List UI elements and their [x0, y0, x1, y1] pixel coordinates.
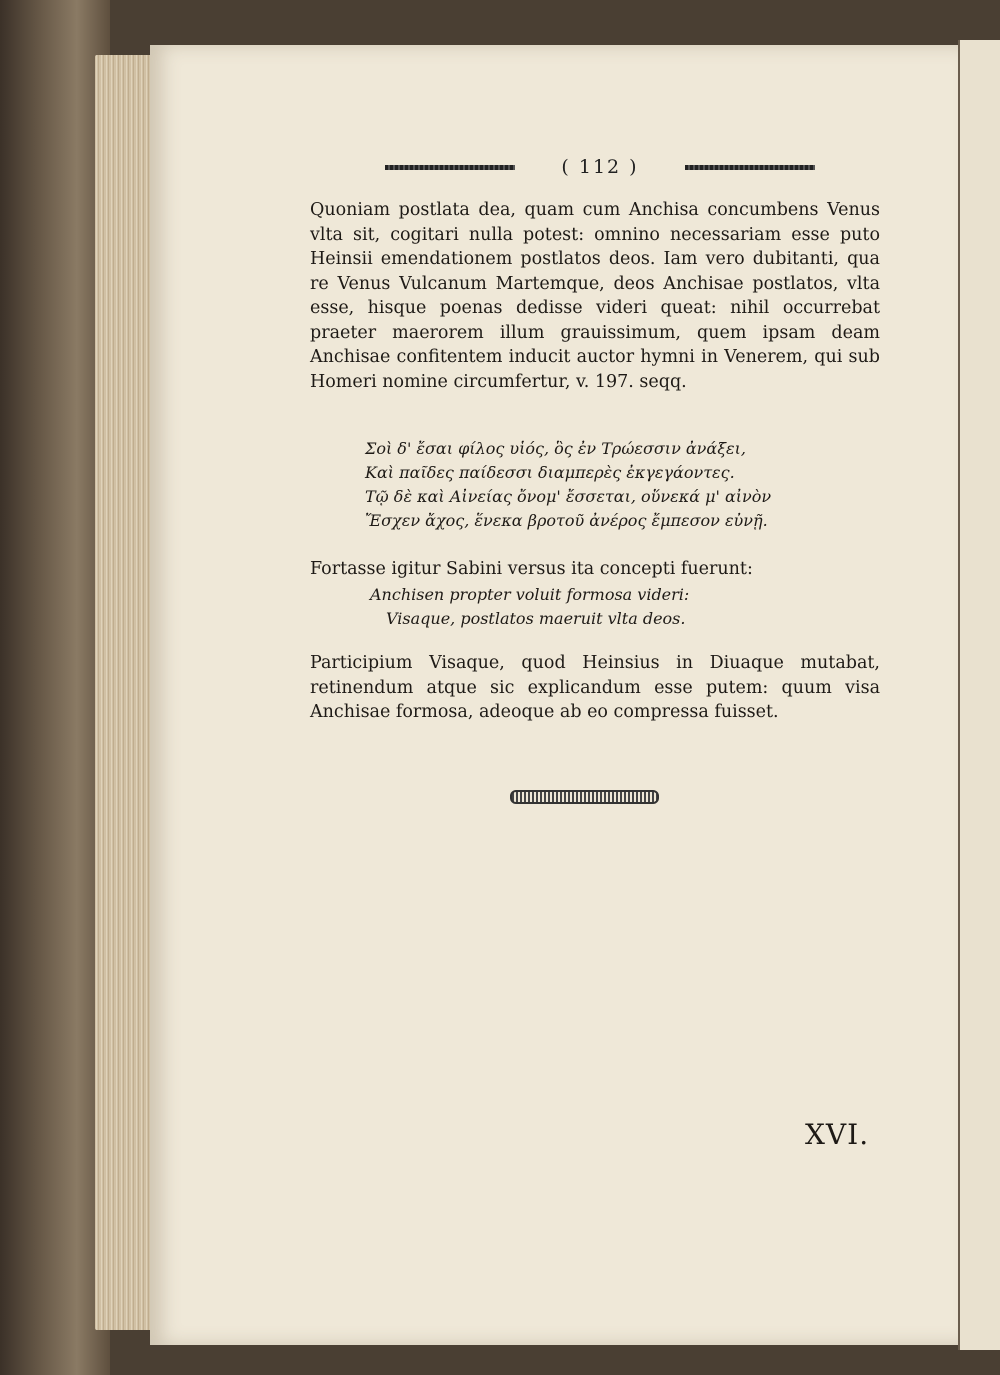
page-number: ( 112 ) [561, 156, 639, 178]
verse-line: Visaque, postlatos maeruit vlta deos. [386, 609, 686, 628]
verse-line: Anchisen propter voluit formosa videri: [370, 585, 690, 604]
facing-page-edge [958, 40, 1000, 1350]
catchword: XVI. [805, 1118, 870, 1151]
greek-line: Καὶ παῖδες παίδεσσι διαμπερὲς ἐκγεγάοντες. [365, 463, 735, 482]
paragraph-1: Quoniam postlata dea, quam cum Anchisa concumbens Venus vlta sit, cogitari nulla potest: omnino necessariam esse puto Heinsii emendationem postlatos deos. Iam vero dubitanti, qua re Venus Vulcanum Martemque, deos Anchisae postlatos, vlta esse, hisque poenas dedisse videri queat: nihil occurrebat praeter maerorem illum grauissimum, quem ipsam deam Anchisae confitentem inducit auctor hymni in Venerem, qui sub Homeri nomine circumfertur, v. 197. seqq. [310, 200, 880, 392]
paragraph-2: Fortasse igitur Sabini versus ita concepti fuerunt: [310, 559, 753, 579]
greek-line: Τῷ δὲ καὶ Αἰνείας ὄνομ' ἔσσεται, οὕνεκά μ' αἰνὸν [365, 487, 772, 506]
latin-verse [370, 583, 830, 631]
book-binding [0, 0, 110, 1375]
page-header [385, 155, 815, 179]
end-ornament [510, 790, 659, 804]
header-rule-left [385, 165, 515, 170]
header-rule-right [685, 165, 815, 170]
greek-quotation [365, 437, 885, 533]
greek-line: Ἔσχεν ἄχος, ἕνεκα βροτοῦ ἀνέρος ἔμπεσον εὐνῇ. [365, 511, 768, 530]
paragraph-3: Participium Visaque, quod Heinsius in Diuaque mutabat, retinendum atque sic explicandum esse putem: quum visa Anchisae formosa, adeoque ab eo compressa fuisset. [310, 653, 880, 722]
greek-line: Σοὶ δ' ἔσαι φίλος υἱός, ὃς ἐν Τρώεσσιν ἀνάξει, [365, 439, 746, 458]
